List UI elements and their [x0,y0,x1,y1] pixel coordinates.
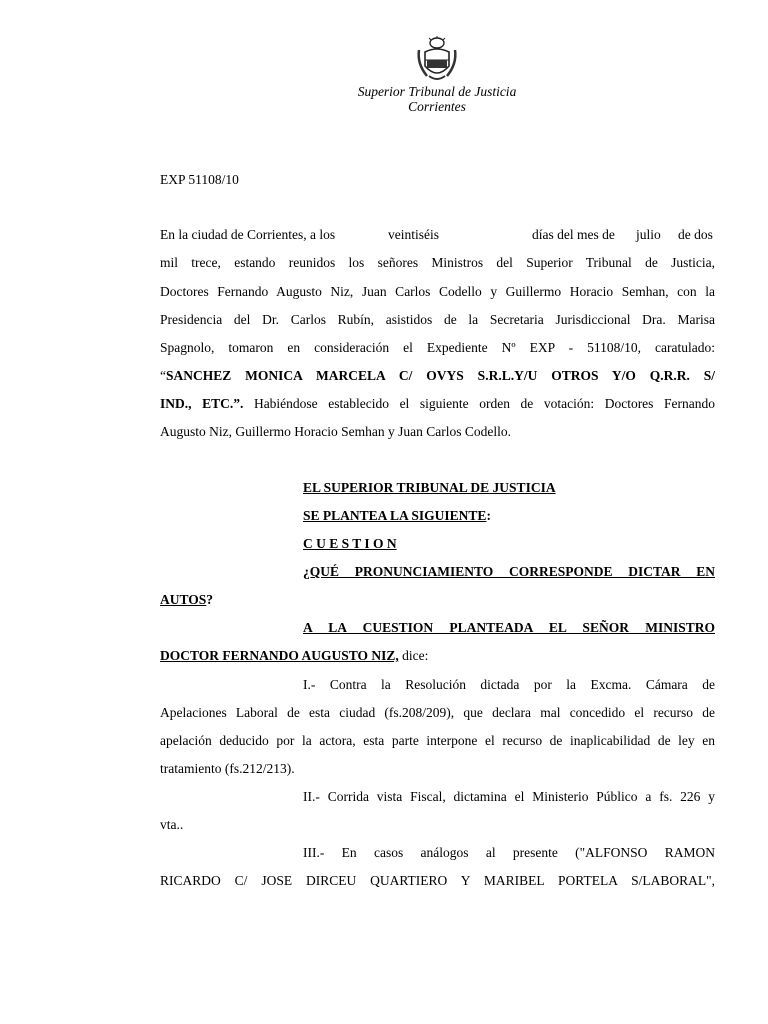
para-3-line-1: III.- En casos análogos al presente ("ALFONSO RAMON [303,845,715,860]
para-1-line-4: tratamiento (fs.212/213). [160,761,295,776]
para-1-line-2: Apelaciones Laboral de esta ciudad (fs.208/209), que declara mal concedido el recurso de [160,705,715,720]
question-line-1: ¿QUÉ PRONUNCIAMIENTO CORRESPONDE DICTAR EN [303,564,715,579]
heading-plantea [303,508,715,524]
heading-cuestion: C U E S T I O N [303,536,397,551]
intro-text-day: veintiséis [388,227,439,242]
open-quote: “ [160,368,166,383]
dice-text: dice: [398,648,429,663]
para-1-line-3: apelación deducido por la actora, esta parte interpone el recurso de inaplicabilidad de ley en [160,733,715,748]
tribunal-city: Corrientes [408,99,466,114]
expedient-number: EXP 51108/10 [160,172,239,187]
coat-of-arms-seal [413,36,461,84]
intro-text-c: días del mes de [532,227,615,242]
intro-line-2: mil trece, estando reunidos los señores Ministros del Superior Tribunal de Justicia, [160,255,715,270]
minister-name: DOCTOR FERNANDO AUGUSTO NIZ, [160,648,399,663]
question-autos: AUTOS [160,592,207,607]
question-line-2 [160,592,715,608]
heading-plantea-text: SE PLANTEA LA SIGUIENTE [303,508,487,523]
para-2-line-1: II.- Corrida vista Fiscal, dictamina el Ministerio Público a fs. 226 y [303,789,715,804]
para-2-line-2: vta.. [160,817,184,832]
intro-text-month: julio [636,227,661,242]
case-title-part-2: IND., ETC.”. [160,396,244,411]
para-3-line-2: RICARDO C/ JOSE DIRCEU QUARTIERO Y MARIBEL PORTELA S/LABORAL", [160,873,715,888]
intro-text-e: de dos [678,227,713,242]
intro-line-8: Augusto Niz, Guillermo Horacio Semhan y Juan Carlos Codello. [160,424,511,439]
answer-heading-line-1: A LA CUESTION PLANTEADA EL SEÑOR MINISTRO [303,620,715,635]
case-title-part-1: SANCHEZ MONICA MARCELA C/ OVYS S.R.L.Y/U OTROS Y/O Q.R.R. S/ [166,368,715,383]
intro-line-3: Doctores Fernando Augusto Niz, Juan Carlos Codello y Guillermo Horacio Semhan, con la [160,284,715,299]
intro-line-4: Presidencia del Dr. Carlos Rubín, asistidos de la Secretaria Jurisdiccional Dra. Marisa [160,312,715,327]
heading-tribunal: EL SUPERIOR TRIBUNAL DE JUSTICIA [303,480,556,495]
para-1-line-1: I.- Contra la Resolución dictada por la Excma. Cámara de [303,677,715,692]
tribunal-name: Superior Tribunal de Justicia [357,84,517,99]
intro-line-5: Spagnolo, tomaron en consideración el Expediente Nº EXP - 51108/10, caratulado: [160,340,715,355]
answer-heading-line-2 [160,648,715,664]
intro-line-6 [160,368,715,384]
voting-order-text: Habiéndose establecido el siguiente orden de votación: Doctores Fernando [243,396,716,411]
intro-line-7 [160,396,715,412]
heading-plantea-colon: : [486,508,491,523]
intro-text-a: En la ciudad de Corrientes, a los [160,227,336,242]
question-mark: ? [206,592,214,607]
